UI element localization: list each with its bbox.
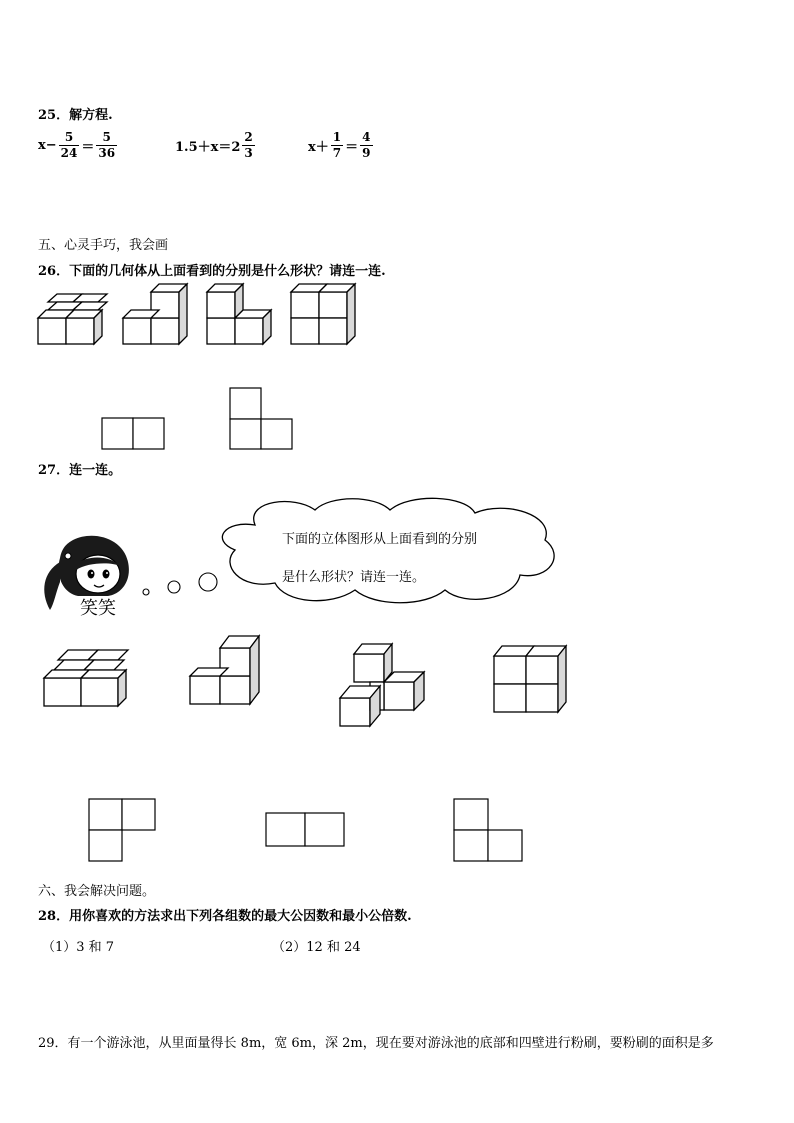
q27-solid-1: [44, 650, 128, 706]
eq1-left: x−: [38, 138, 57, 153]
q26-solid-c: [207, 284, 271, 344]
girl-label: 笑笑: [80, 598, 116, 619]
eq2-fraction: $\frac{2}{3}$: [244, 130, 253, 160]
q28-title: 28．用你喜欢的方法求出下列各组数的最大公因数和最小公倍数.: [38, 909, 412, 924]
q27-view-3: [454, 799, 522, 861]
speech-cloud: [215, 495, 565, 607]
thought-bubbles: [140, 572, 220, 600]
q27-views: [88, 798, 538, 864]
section5-title: 五、心灵手巧，我会画: [38, 238, 169, 253]
cloud-line-1: 下面的立体图形从上面看到的分别: [282, 532, 478, 547]
q26-view-a: [102, 418, 164, 449]
q26-title: 26．下面的几何体从上面看到的分别是什么形状？请连一连.: [38, 264, 386, 279]
q27-solid-3: [340, 644, 424, 726]
q26-views: [100, 388, 300, 452]
eq2-left: 1.5＋x＝2: [175, 140, 241, 155]
eq1-fraction-a: $\frac{5}{24}$: [60, 130, 78, 160]
q27-view-1: [89, 799, 155, 861]
equation-3: x＋ $\frac{1}{7}$ ＝ $\frac{4}{9}$: [308, 130, 371, 160]
eq1-fraction-b: $\frac{5}{36}$: [98, 130, 116, 160]
q26-solid-d: [291, 284, 355, 344]
equation-1: x− $\frac{5}{24}$ ＝ $\frac{5}{36}$: [38, 130, 116, 160]
q28-part-1: （1）3 和 7: [42, 940, 115, 955]
q29-title: 29．有一个游泳池，从里面量得长 8m，宽 6m，深 2m，现在要对游泳池的底部和四壁进行粉刷，要粉刷的面积是多: [38, 1036, 714, 1051]
q27-view-2: [266, 813, 344, 846]
q27-solids: [40, 630, 580, 735]
equation-2: [175, 130, 257, 161]
q26-view-b: [230, 388, 292, 449]
q25-title: 25．解方程.: [38, 108, 113, 123]
q26-solid-a: [38, 294, 107, 344]
q28-part-2: （2）12 和 24: [272, 940, 361, 955]
eq3-fraction-b: $\frac{4}{9}$: [362, 130, 371, 160]
eq3-fraction-a: $\frac{1}{7}$: [332, 130, 342, 160]
eq3-left: x＋: [308, 140, 329, 155]
q26-solids: [30, 280, 370, 350]
q27-solid-4: [494, 646, 566, 712]
q27-title: 27．连一连。: [38, 463, 122, 478]
q26-solid-b: [123, 284, 187, 344]
cloud-line-2: 是什么形状？请连一连。: [282, 570, 426, 585]
section6-title: 六、我会解决问题。: [38, 884, 156, 899]
q27-solid-2: [190, 636, 259, 704]
